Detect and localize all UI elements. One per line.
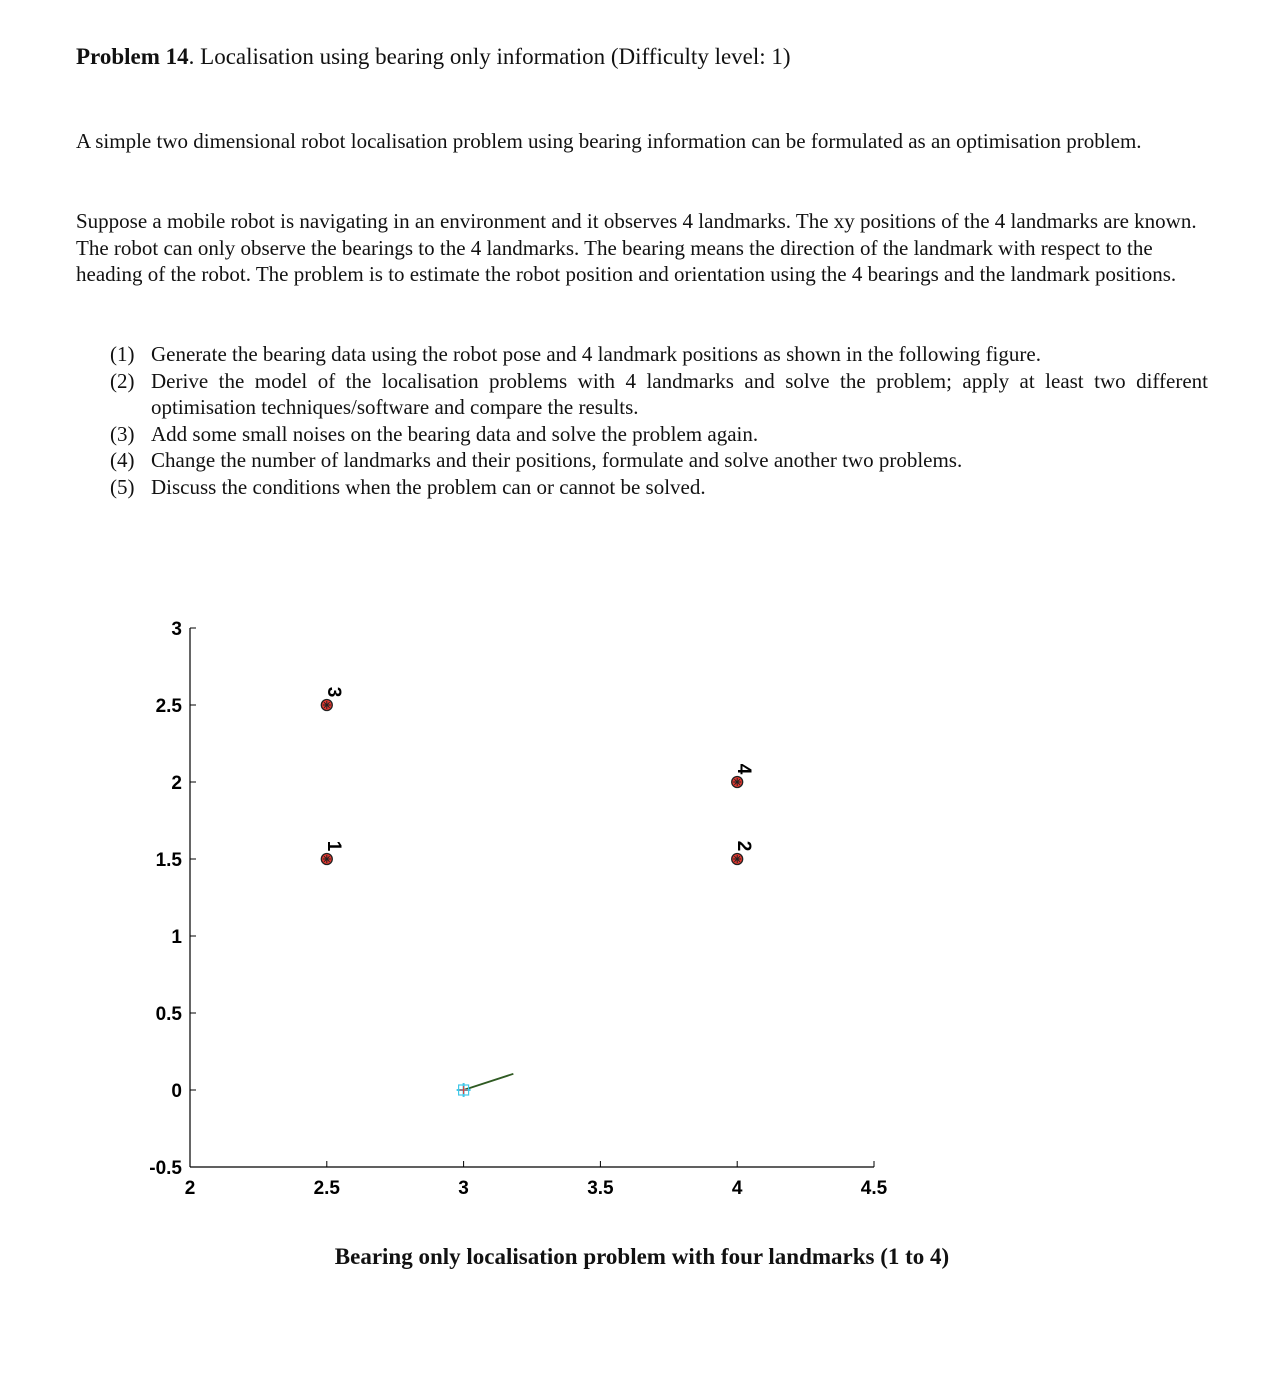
robot-pose [457,1074,514,1097]
task-number: (3) [110,421,135,446]
landmark-4 [732,764,754,788]
x-tick-label: 4.5 [860,1178,888,1199]
y-tick-label: 0.5 [155,1004,182,1025]
intro-paragraph: A simple two dimensional robot localisation problem using bearing information can be formulated as an optimisation problem. [76,129,1142,153]
figure-caption: Bearing only localisation problem with four landmarks (1 to 4) [334,1244,950,1269]
plot-axes [149,619,887,1199]
task-list [110,341,1208,500]
x-tick-label: 4 [731,1178,743,1199]
y-tick-label: 1 [171,927,182,948]
problem-title: . Localisation using bearing only information (Difficulty level: 1) [188,44,791,69]
task-text: Change the number of landmarks and their positions, formulate and solve another two problems. [151,448,963,472]
task-number: (4) [110,448,135,472]
problem-number: Problem 14 [76,44,189,69]
task-number: (2) [110,368,135,393]
task-text: Generate the bearing data using the robot pose and 4 landmark positions as shown in the following figure. [151,342,1041,366]
task-text: Derive the model of the localisation problems with 4 landmarks and solve the problem; apply at least two different optimisation techniques/software and compare the results. [151,368,1208,419]
y-tick-label: 2.5 [155,696,182,717]
task-text: Discuss the conditions when the problem can or cannot be solved. [151,474,706,499]
x-tick-label: 3 [458,1178,469,1199]
problem-description-paragraph: Suppose a mobile robot is navigating in an environment and it observes 4 landmarks. The xy positions of the 4 landmarks are known. The robot can only observe the bearings to the 4 landmarks. The bearing means the direction of the landmark with respect to the heading of the robot. The problem is to estimate the robot position and orientation using the 4 bearings and the landmark positions. [76,209,1197,286]
x-tick-label: 2.5 [313,1178,341,1199]
problem-heading [76,42,791,72]
y-tick-label: 3 [171,619,182,640]
landmark-label: 4 [733,763,755,775]
task-item-5 [110,474,1208,501]
landmark-label: 2 [733,840,755,852]
task-item-4 [110,447,1208,474]
landmark-figure [0,600,1284,1220]
x-tick-label: 3.5 [587,1178,614,1199]
task-number: (1) [110,342,135,366]
task-number: (5) [110,474,135,499]
plot-marks [321,687,754,1097]
y-tick-label: -0.5 [149,1158,182,1179]
landmark-1 [321,841,343,865]
x-tick-label: 2 [184,1178,196,1199]
y-tick-label: 1.5 [155,850,182,871]
y-tick-label: 2 [171,773,182,794]
task-item-3 [110,421,1208,448]
landmark-2 [732,841,754,865]
task-text: Add some small noises on the bearing data and solve the problem again. [151,421,759,446]
y-tick-label: 0 [171,1081,182,1102]
task-item-2 [110,368,1208,421]
landmark-label: 3 [322,686,344,698]
landmark-3 [321,687,343,711]
robot-heading-line [464,1074,514,1090]
task-item-1 [110,341,1208,368]
landmark-label: 1 [322,840,344,852]
